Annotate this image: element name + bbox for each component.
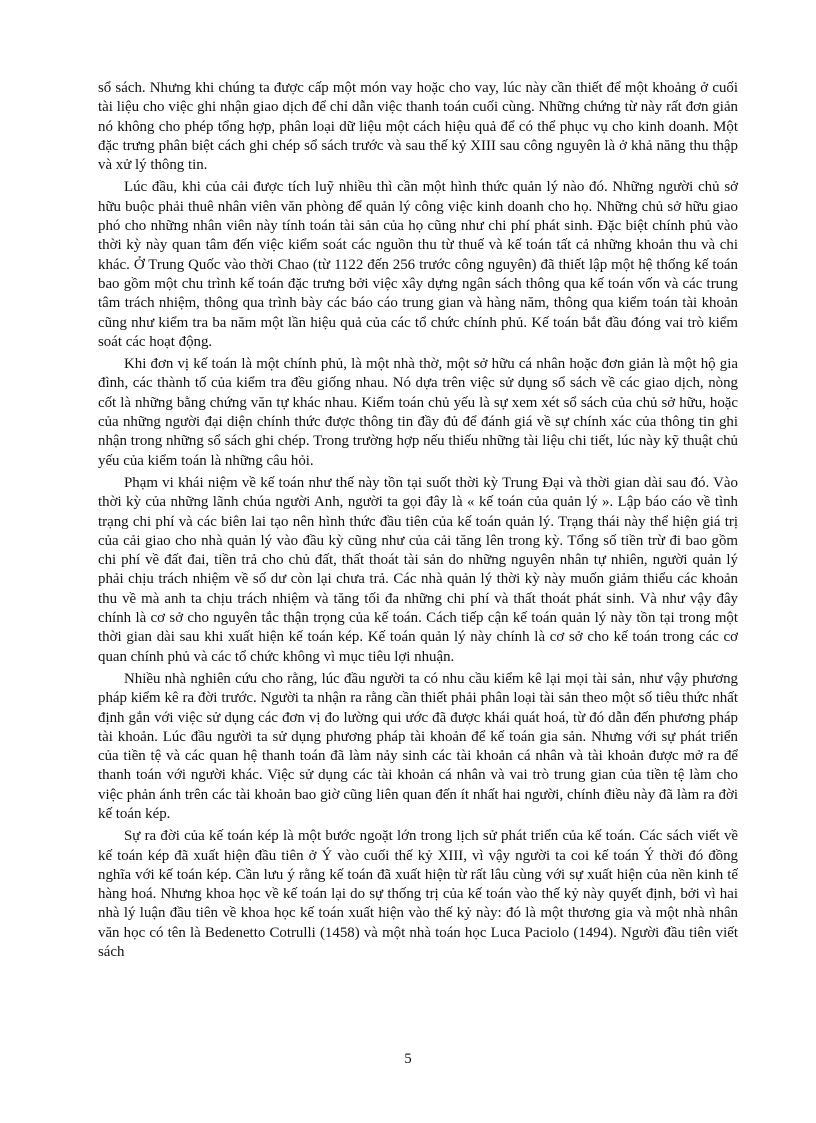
paragraph-6: Sự ra đời của kế toán kép là một bước ngoặt lớn trong lịch sử phát triển của kế toán. Các sách viết về kế toán kép đã xuất hiện đầu tiên ở Ý vào cuối thế kỷ XIII, vì vậy người ta coi kế toán Ý thời đó đồng nghĩa với kế toán kép. Cần lưu ý rằng kế toán đã xuất hiện từ rất lâu cùng với sự xuất hiện của nền kinh tế hàng hoá. Nhưng khoa học về kế toán lại do sự thống trị của kế toán vào thế kỷ này quyết định, bởi vì hai nhà lý luận đầu tiên về khoa học kế toán xuất hiện vào thế kỷ này: đó là một thương gia và một nhà nhân văn học có tên là Bedenetto Cotrulli (1458) và một nhà toán học Luca Paciolo (1494). Người đầu tiên viết sách <box>98 828 738 961</box>
paragraph-1: sổ sách. Nhưng khi chúng ta được cấp một món vay hoặc cho vay, lúc này cần thiết để một khoảng ở cuối tài liệu cho việc ghi nhận giao dịch để chỉ dẫn việc thanh toán cuối cùng. Những chứng từ này rất đơn giản nó không cho phép tổng hợp, phân loại dữ liệu một cách hiệu quả để có thể phục vụ cho kinh doanh. Một đặc trưng phân biệt cách ghi chép sổ sách trước và sau thế kỷ XIII sau công nguyên là ở khả năng thu thập và xử lý thông tin. <box>98 80 738 174</box>
page-body <box>98 79 738 962</box>
paragraph-3: Khi đơn vị kế toán là một chính phủ, là một nhà thờ, một sở hữu cá nhân hoặc đơn giản là một hộ gia đình, các thành tố của kiểm tra đều giống nhau. Nó dựa trên việc sử dụng sổ sách về các giao dịch, nòng cốt là những bằng chứng văn tự khác nhau. Kiểm toán chủ yếu là sự xem xét sổ sách của chủ sở hữu, hoặc của những người đại diện chính thức được thông tin đầy đủ để đánh giá về sự chính xác của thông tin ghi nhận trong những sổ sách ghi chép. Trong trường hợp nếu thiếu những tài liệu chi tiết, lúc này kỹ thuật chủ yếu của kiểm toán là những câu hỏi. <box>98 356 738 469</box>
page-number: 5 <box>404 1051 412 1067</box>
paragraph-2: Lúc đầu, khi của cải được tích luỹ nhiều thì cần một hình thức quản lý nào đó. Những người chủ sở hữu buộc phải thuê nhân viên văn phòng để quản lý công việc kinh doanh cho họ. Những chủ sở hữu giao phó cho những nhân viên này tính toán tài sản của họ cũng như chi phí phát sinh. Đặc biệt chính phủ vào thời kỳ này quan tâm đến việc kiểm soát các nguồn thu từ thuế và kế toán tất cả những khoản thu và chi khác. Ở Trung Quốc vào thời Chao (từ 1122 đến 256 trước công nguyên) đã thiết lập một hệ thống kế toán bao gồm một chu trình kế toán đặc trưng bởi việc xây dựng ngân sách thông qua kế toán vốn và các trung tâm trách nhiệm, thông qua trình bày các báo cáo trung gian và hàng năm, thông qua kiểm toán tài khoản cũng như kiểm tra ba năm một lần hiệu quả của các tổ chức chính phủ. Kế toán bắt đầu đóng vai trò kiểm soát các hoạt động. <box>98 179 738 350</box>
paragraph-5: Nhiều nhà nghiên cứu cho rằng, lúc đầu người ta có nhu cầu kiểm kê lại mọi tài sản, như vậy phương pháp kiểm kê ra đời trước. Người ta nhận ra rằng cần thiết phải phân loại tài sản theo một số tiêu thức nhất định gắn với việc sử dụng các đơn vị đo lường qui ước đã được khái quát hoá, từ đó dẫn đến phương pháp tài khoản. Lúc đầu người ta sử dụng phương pháp tài khoản để kế toán gia sản. Nhưng với sự phát triển của tiền tệ và các quan hệ thanh toán đã làm nảy sinh các tài khoản cá nhân và tài khoản được mở ra để thanh toán với người khác. Việc sử dụng các tài khoản cá nhân và vai trò trung gian của tiền tệ làm cho việc phản ánh trên các tài khoản bao giờ cũng liên quan đến ít nhất hai người, chính điều này đã làm ra đời kế toán kép. <box>98 670 738 822</box>
paragraph-4: Phạm vi khái niệm về kế toán như thế này tồn tại suốt thời kỳ Trung Đại và thời gian dài sau đó. Vào thời kỳ của những lãnh chúa người Anh, người ta gọi đây là « kế toán của quản lý ». Lập báo cáo về tình trạng chi phí và các biên lai tạo nên hình thức đầu tiên của kế toán quản lý. Trạng thái này thể hiện giá trị của cải giao cho nhà quản lý vào đầu kỳ cũng như của cải tăng lên trong kỳ. Tổng số tiền trừ đi bao gồm chi phí về đất đai, tiền trả cho chủ đất, thất thoát tài sản do những nguyên nhân tự nhiên, người quản lý phải chịu trách nhiệm về số dư còn lại chưa trả. Các nhà quản lý thời kỳ này muốn giảm thiểu các khoản thu về mà anh ta chịu trách nhiệm và tăng tối đa những chi phí và thất thoát phát sinh. Và như vậy đây chính là cơ sở cho nguyên tắc thận trọng của kế toán. Cách tiếp cận kế toán quản lý này tồn tại trong một thời gian dài sau khi xuất hiện kế toán kép. Kế toán quản lý này chính là cơ sở cho kế toán trong các cơ quan chính phủ và các tổ chức không vì mục tiêu lợi nhuận. <box>98 474 738 665</box>
